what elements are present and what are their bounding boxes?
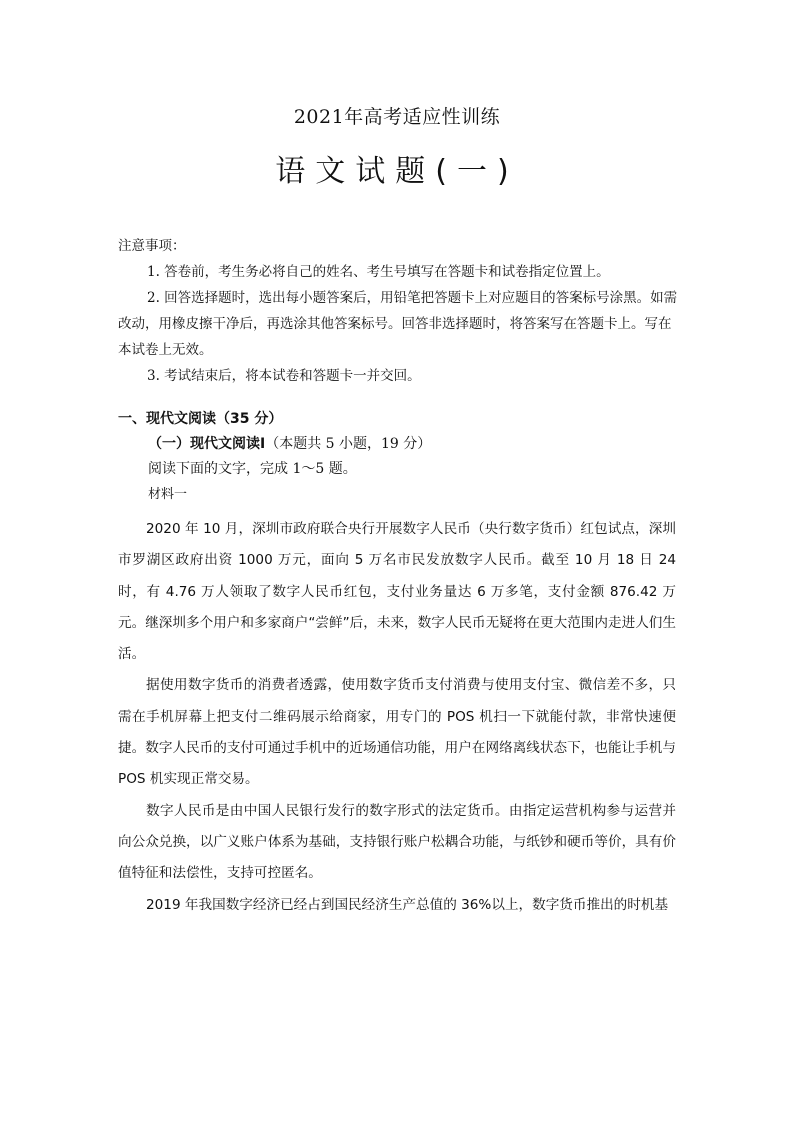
body-paragraph-3: 数字人民币是由中国人民银行发行的数字形式的法定货币。由指定运营机构参与运营并向公众兑换，以广义账户体系为基础，支持银行账户松耦合功能，与纸钞和硬币等价，具有价值特征和法偿性，支持可控匿名。 bbox=[118, 802, 676, 882]
notes-heading: 注意事项： bbox=[118, 238, 186, 254]
exam-title: 语文试题(一) bbox=[275, 154, 519, 189]
exam-subtitle: 2021年高考适应性训练 bbox=[293, 106, 501, 128]
notes-item-1: 1. 答卷前，考生务必将自己的姓名、考生号填写在答题卡和试卷指定位置上。 bbox=[147, 264, 610, 280]
body-paragraph-4: 2019 年我国数字经济已经占到国民经济生产总值的 36%以上，数字货币推出的时机基 bbox=[146, 896, 669, 913]
material-label: 材料一 bbox=[148, 487, 188, 502]
notes-item-3: 3. 考试结束后，将本试卷和答题卡一并交回。 bbox=[147, 368, 421, 384]
sub-heading-rest: （本题共 5 小题，19 分） bbox=[265, 436, 432, 452]
body-paragraph-2: 据使用数字货币的消费者透露，使用数字货币支付消费与使用支付宝、微信差不多，只需在手机屏幕上把支付二维码展示给商家，用专门的 POS 机扫一下就能付款，非常快速便捷。数字人民币的支付可通过手机中的近场通信功能，用户在网络离线状态下，也能让手机与 POS 机实现正常交易。 bbox=[118, 677, 676, 788]
material-body bbox=[118, 514, 676, 921]
sub-heading-bold: （一）现代文阅读Ⅰ bbox=[148, 436, 266, 452]
notes-item-2: 2. 回答选择题时，选出每小题答案后，用铅笔把答题卡上对应题目的答案标号涂黑。如需改动，用橡皮擦干净后，再选涂其他答案标号。回答非选择题时，将答案写在答题卡上。写在本试卷上无效。 bbox=[118, 290, 678, 358]
body-paragraph-1: 2020 年 10 月，深圳市政府联合央行开展数字人民币（央行数字货币）红包试点，深圳市罗湖区政府出资 1000 万元，面向 5 万名市民发放数字人民币。截至 10 月 18 日 24 时，有 4.76 万人领取了数字人民币红包，支付业务量达 6 万多笔，支付金额 876.42 万元。继深圳多个用户和多家商户“尝鲜”后，未来，数字人民币无疑将在更大范围内走进人们生活。 bbox=[118, 521, 676, 663]
sub-section-heading bbox=[118, 432, 678, 457]
reading-instruction: 阅读下面的文字，完成 1～5 题。 bbox=[148, 461, 357, 477]
notes-section bbox=[118, 233, 678, 389]
section-heading: 一、现代文阅读（35 分） bbox=[118, 411, 283, 427]
reading-section bbox=[118, 407, 678, 507]
